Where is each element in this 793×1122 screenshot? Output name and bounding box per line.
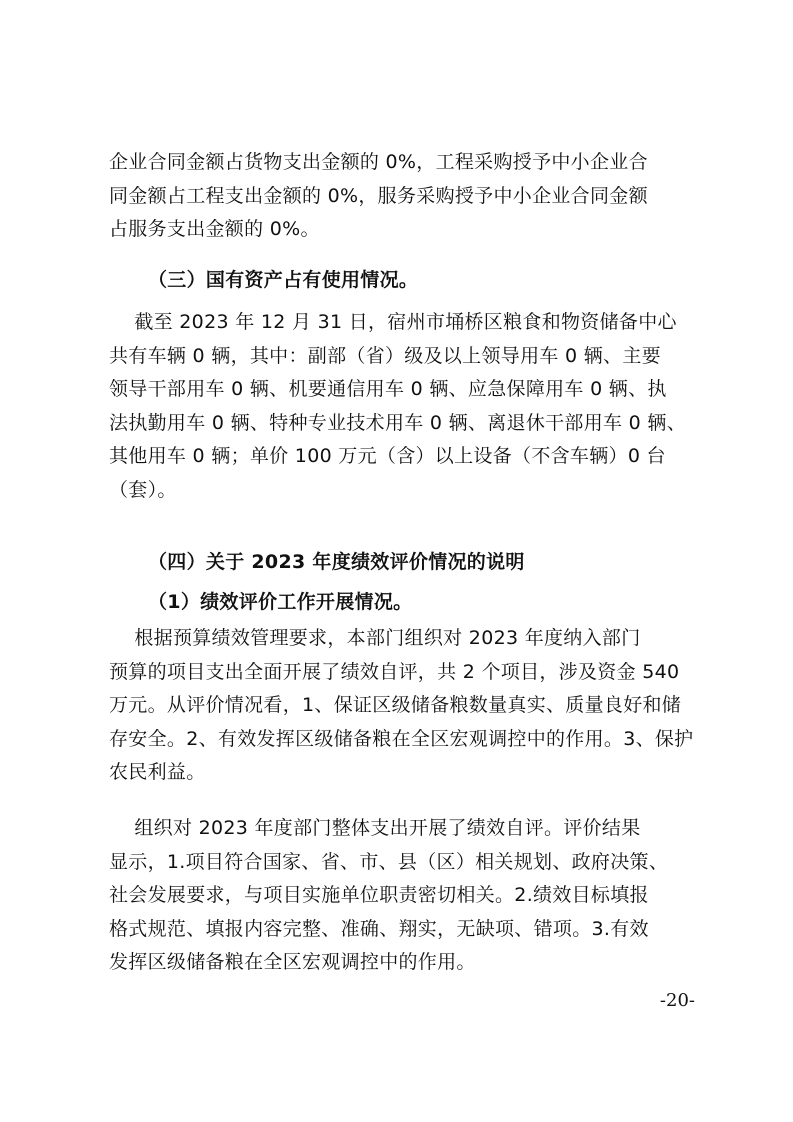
subheading-evaluation-work: （1）绩效评价工作开展情况。 bbox=[148, 591, 413, 613]
paragraph-vehicles: 截至 2023 年 12 月 31 日，宿州市埇桥区粮食和物资储备中心 共有车辆 0 辆，其中：副部（省）级及以上领导用车 0 辆、主要 领导干部用车 0 辆、机要通信用车 0 辆、应急保障用车 0 辆、执 法执勤用车 0 辆、特种专业技术用车 0 辆、离退休干部用车 0 辆、 其他用车 0 辆；单价 100 万元（含）以上设备（不含车辆）0 台 （套）。 bbox=[109, 311, 687, 501]
paragraph-overall-evaluation: 组织对 2023 年度部门整体支出开展了绩效自评。评价结果 显示，1.项目符合国家、省、市、县（区）相关规划、政府决策、 社会发展要求，与项目实施单位职责密切相关。2.绩效目标填报 格式规范、填报内容完整、准确、翔实，无缺项、错项。3.有效 发挥区级储备粮在全区宏观调控中的作用。 bbox=[109, 817, 669, 973]
paragraph-sme-contracts: 企业合同金额占货物支出金额的 0%，工程采购授予中小企业合 同金额占工程支出金额的 0%，服务采购授予中小企业合同金额 占服务支出金额的 0%。 bbox=[109, 151, 648, 240]
page-number: -20- bbox=[659, 990, 695, 1011]
heading-performance-evaluation: （四）关于 2023 年度绩效评价情况的说明 bbox=[148, 551, 525, 573]
paragraph-project-evaluation: 根据预算绩效管理要求，本部门组织对 2023 年度纳入部门 预算的项目支出全面开展了绩效自评，共 2 个项目，涉及资金 540 万元。从评价情况看，1、保证区级储备粮数量真实、质量良好和储 存安全。2、有效发挥区级储备粮在全区宏观调控中的作用。3、保护 农民利益。 bbox=[109, 627, 694, 783]
heading-state-assets: （三）国有资产占有使用情况。 bbox=[148, 269, 419, 291]
